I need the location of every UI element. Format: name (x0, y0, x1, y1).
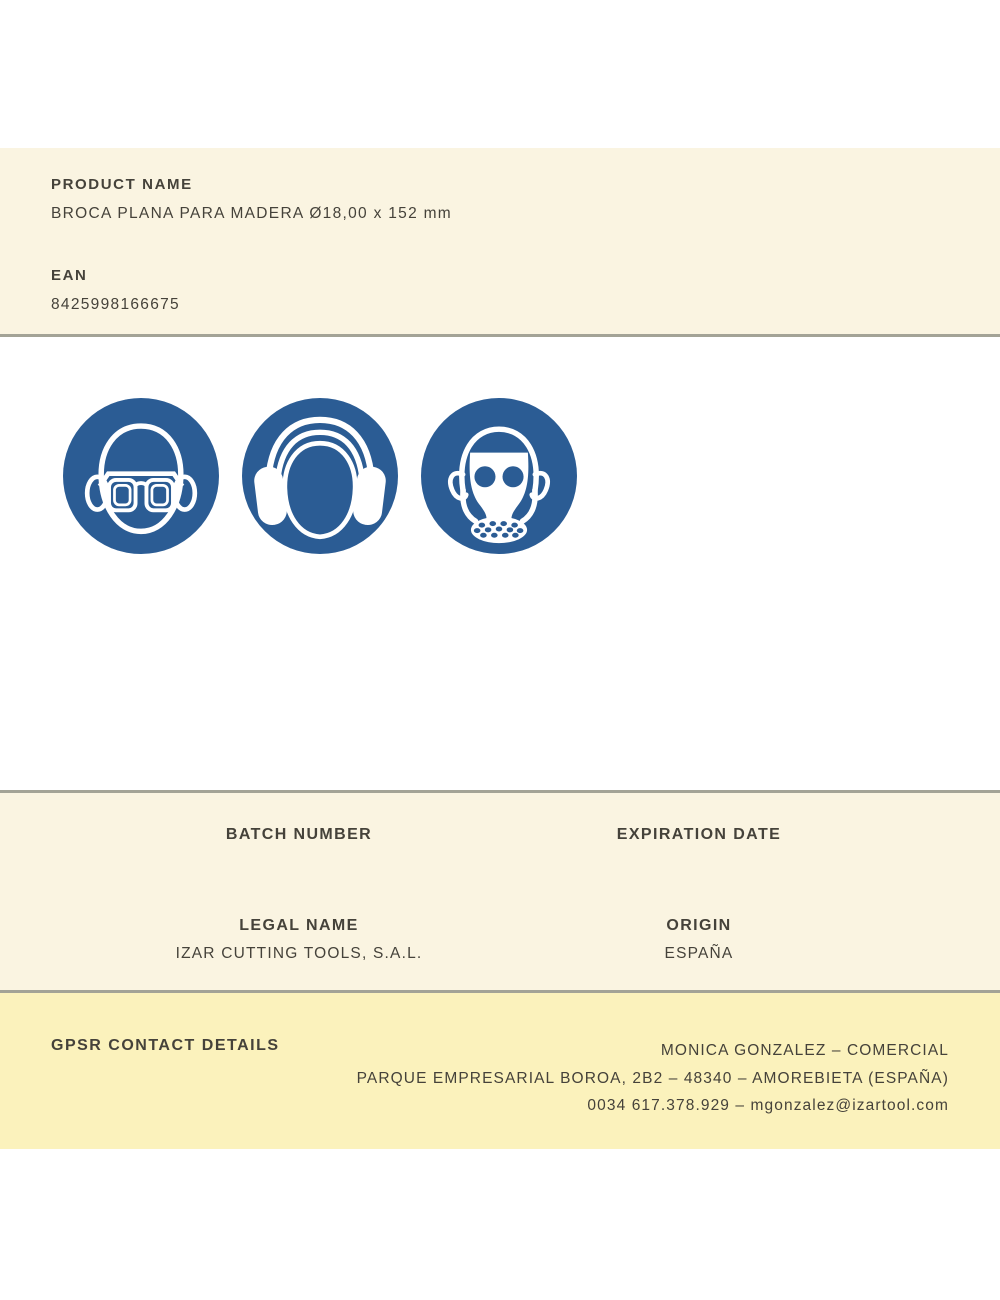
ean-label: EAN (51, 267, 88, 284)
gpsr-contact-address: PARQUE EMPRESARIAL BOROA, 2B2 – 48340 – AMOREBIETA (ESPAÑA) (356, 1069, 949, 1087)
wear-respiratory-protection-icon (421, 398, 577, 554)
product-info-section (0, 148, 1000, 337)
safety-icons-row (63, 398, 577, 554)
gpsr-contact-phone-email: 0034 617.378.929 – mgonzalez@izartool.com (587, 1097, 949, 1114)
gpsr-contact-section (0, 990, 1000, 1149)
gpsr-contact-heading: GPSR CONTACT DETAILS (51, 1037, 280, 1054)
batch-info-section (0, 790, 1000, 995)
batch-number-label: BATCH NUMBER (225, 826, 373, 843)
product-name-value: BROCA PLANA PARA MADERA Ø18,00 x 152 mm (51, 205, 453, 222)
wear-ear-protection-icon (242, 398, 398, 554)
origin-value: ESPAÑA (664, 945, 734, 962)
legal-name-label: LEGAL NAME (239, 917, 359, 934)
gpsr-contact-person: MONICA GONZALEZ – COMERCIAL (660, 1042, 949, 1059)
expiration-date-label: EXPIRATION DATE (616, 826, 782, 843)
product-name-label: PRODUCT NAME (51, 176, 193, 193)
gpsr-contact-lines (357, 1037, 949, 1120)
wear-eye-protection-icon (63, 398, 219, 554)
origin-label: ORIGIN (666, 917, 732, 934)
legal-name-value: IZAR CUTTING TOOLS, S.A.L. (175, 945, 423, 962)
ean-value: 8425998166675 (51, 296, 180, 313)
